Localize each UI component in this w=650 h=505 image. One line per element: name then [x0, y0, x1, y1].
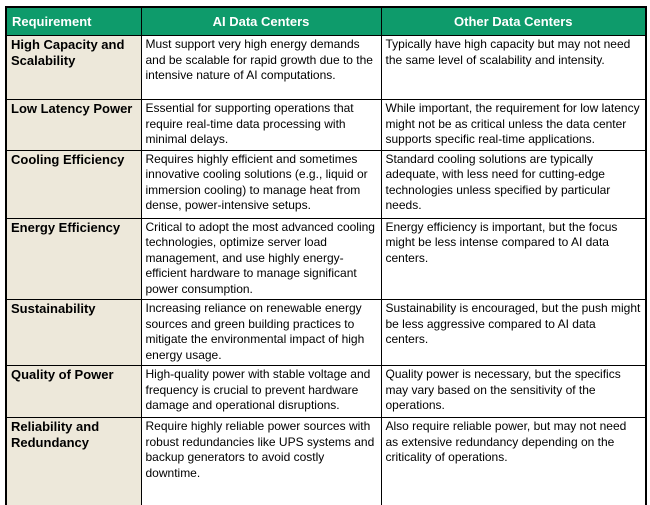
other-data-centers-cell: Standard cooling solutions are typically adequate, with less need for cutting-edge technologies unless specified by particular needs. — [381, 150, 646, 218]
column-header-ai-data-centers: AI Data Centers — [141, 7, 381, 36]
other-data-centers-cell: Also require reliable power, but may not need as extensive redundancy depending on the criticality of operations. — [381, 418, 646, 505]
data-centers-comparison-table — [5, 6, 647, 505]
other-data-centers-cell: Typically have high capacity but may not need the same level of scalability and intensity. — [381, 36, 646, 100]
other-data-centers-cell: While important, the requirement for low latency might not be as critical unless the data center supports specific real-time applications. — [381, 100, 646, 151]
requirement-cell: Reliability and Redundancy — [6, 418, 141, 505]
ai-data-centers-cell: Requires highly efficient and sometimes innovative cooling solutions (e.g., liquid or immersion cooling) to manage heat from dense, power-intensive setups. — [141, 150, 381, 218]
table-row-reliability-and-redundancy — [6, 418, 646, 505]
ai-data-centers-cell: Essential for supporting operations that require real-time data processing with minimal delays. — [141, 100, 381, 151]
column-header-requirement: Requirement — [6, 7, 141, 36]
requirement-cell: Cooling Efficiency — [6, 150, 141, 218]
requirement-cell: Low Latency Power — [6, 100, 141, 151]
table-row-energy-efficiency — [6, 218, 646, 300]
table-row-cooling-efficiency — [6, 150, 646, 218]
requirement-cell: Energy Efficiency — [6, 218, 141, 300]
ai-data-centers-cell: Critical to adopt the most advanced cooling technologies, optimize server load management, and use highly energy-efficient hardware to manage significant power consumption. — [141, 218, 381, 300]
other-data-centers-cell: Quality power is necessary, but the specifics may vary based on the sensitivity of the operations. — [381, 366, 646, 418]
requirement-cell: Quality of Power — [6, 366, 141, 418]
other-data-centers-cell: Sustainability is encouraged, but the push might be less aggressive compared to AI data centers. — [381, 300, 646, 366]
table-row-low-latency-power — [6, 100, 646, 151]
ai-data-centers-cell: High-quality power with stable voltage and frequency is crucial to prevent hardware damage and operational disruptions. — [141, 366, 381, 418]
header-row — [6, 7, 646, 36]
ai-data-centers-cell: Require highly reliable power sources with robust redundancies like UPS systems and backup generators to avoid costly downtime. — [141, 418, 381, 505]
table-row-quality-of-power — [6, 366, 646, 418]
table-row-high-capacity-and-scalability — [6, 36, 646, 100]
column-header-other-data-centers: Other Data Centers — [381, 7, 646, 36]
other-data-centers-cell: Energy efficiency is important, but the focus might be less intense compared to AI data centers. — [381, 218, 646, 300]
table-row-sustainability — [6, 300, 646, 366]
ai-data-centers-cell: Increasing reliance on renewable energy sources and green building practices to mitigate the environmental impact of high energy usage. — [141, 300, 381, 366]
requirement-cell: Sustainability — [6, 300, 141, 366]
ai-data-centers-cell: Must support very high energy demands and be scalable for rapid growth due to the intensive nature of AI computations. — [141, 36, 381, 100]
requirement-cell: High Capacity and Scalability — [6, 36, 141, 100]
